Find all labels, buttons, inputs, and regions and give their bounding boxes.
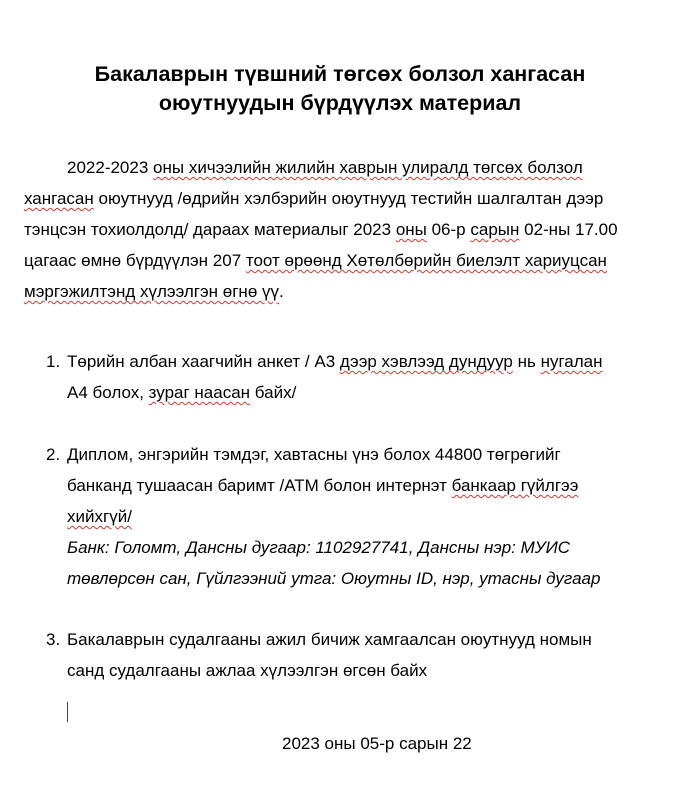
item-text: А4 болох,: [67, 383, 149, 402]
list-number: 1.: [46, 352, 61, 371]
item-text: Төрийн албан хаагчийн анкет / А3: [67, 352, 340, 371]
bank-details-line: төвлөрсөн сан, Гүйлгээний утга: Оюутны ID, нэр, утасны дугаар: [67, 569, 601, 588]
intro-paragraph: [24, 152, 664, 307]
intro-line-1: [24, 152, 664, 183]
document-date: 2023 оны 05-р сарын 22: [282, 734, 472, 753]
document-title: [20, 60, 660, 118]
intro-text: тэнцсэн тохиолдолд/ дараах материалыг 2023: [24, 220, 396, 239]
intro-line-5: [24, 276, 664, 307]
intro-text: оюутнууд /өдрийн хэлбэрийн оюутнууд тестийн шалгалтан дээр: [93, 189, 604, 208]
intro-text-flagged: мэргэжилтэнд хүлээлгэн өгнө үү: [24, 282, 279, 301]
intro-text: .: [279, 282, 284, 301]
item-text-flagged: дээр хэвлээд дундуур: [339, 352, 513, 371]
intro-text-flagged: хангасан: [24, 189, 94, 208]
list-item-line: Бакалаврын судалгааны ажил бичиж хамгаалсан оюутнууд номын: [67, 630, 592, 649]
intro-text-flagged: сарын: [470, 220, 520, 239]
list-item-line: [67, 501, 600, 532]
list-item-text: [67, 439, 600, 594]
intro-text: 06-р: [426, 220, 471, 239]
item-text-flagged: зураг наасан: [148, 383, 251, 402]
title-line-2: оюутнуудын бүрдүүлэх материал: [158, 91, 522, 115]
intro-text-flagged: оны хичээлийн жилийн хаврын улиралд төгсөх болзол: [153, 158, 583, 177]
list-number: 3.: [46, 630, 61, 649]
list-item-line: санд судалгааны ажлаа хүлээлгэн өгсөн байх: [67, 661, 428, 680]
intro-text-flagged: тоот өрөөнд Хөтөлбөрийн биелэлт хариуцсан: [245, 251, 607, 270]
item-text: банканд тушаасан баримт /АТМ болон интернэт: [67, 476, 452, 495]
item-text: байх/: [250, 383, 297, 402]
intro-line-4: [24, 245, 664, 276]
list-item-line: [67, 470, 600, 501]
list-item-line: [67, 377, 603, 408]
title-line-1: Бакалаврын түвшний төгсөх болзол хангасан: [94, 62, 586, 86]
list-item-line: Диплом, энгэрийн тэмдэг, хавтасны үнэ болох 44800 төгрөгийг: [67, 445, 561, 464]
list-item-text: [67, 346, 603, 408]
list-item-line: [67, 346, 603, 377]
intro-text: цагаас өмнө бүрдүүлэн 207: [24, 251, 246, 270]
intro-line-2: [24, 183, 664, 214]
item-text-flagged: банкаар гүйлгээ: [451, 476, 579, 495]
intro-line-3: [24, 214, 664, 245]
intro-text-flagged: оны: [395, 220, 427, 239]
text-cursor[interactable]: [67, 702, 68, 722]
list-number: 2.: [46, 445, 61, 464]
intro-text: 02-ны 17.00: [519, 220, 618, 239]
item-text: нь: [512, 352, 541, 371]
intro-text: 2022-2023: [67, 158, 154, 177]
bank-details-line: Банк: Голомт, Дансны дугаар: 1102927741, Дансны нэр: МУИС: [67, 538, 571, 557]
item-text-flagged: хийхгүй/: [67, 507, 132, 526]
item-text-flagged: нугалан: [540, 352, 603, 371]
list-item-text: [67, 624, 592, 686]
